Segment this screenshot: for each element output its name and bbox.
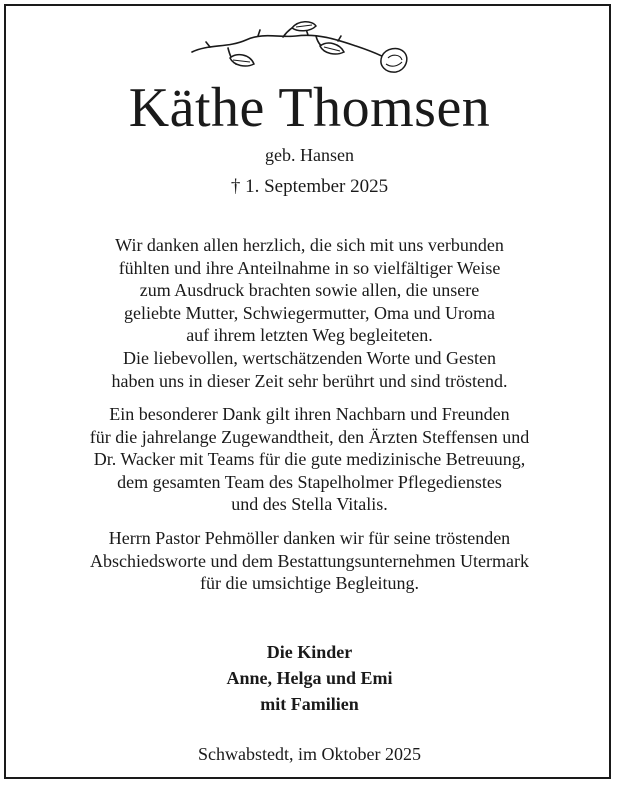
signature-line: Die Kinder [266,642,353,662]
text-line: für die umsichtige Begleitung. [200,573,419,594]
signature-line: mit Familien [260,694,359,714]
text-line: Dr. Wacker mit Teams für die gute medizinische Betreuung, [93,449,526,470]
text-line: haben uns in dieser Zeit sehr berührt und sind tröstend. [111,370,508,391]
text-line: dem gesamten Team des Stapelholmer Pflegedienstes [117,471,502,492]
signature-block [0,639,619,717]
text-line: Ein besonderer Dank gilt ihren Nachbarn und Freunden [109,404,510,424]
text-line: zum Ausdruck brachten sowie allen, die unsere [139,280,480,301]
text-line: und des Stella Vitalis. [231,494,388,515]
signature-line: Anne, Helga und Emi [226,668,393,688]
thanks-paragraph-3 [20,527,599,595]
text-line: Die liebevollen, wertschätzenden Worte und Gesten [122,347,497,368]
text-line: geliebte Mutter, Schwiegermutter, Oma und Uroma [124,302,495,323]
thanks-paragraph-2 [20,403,599,516]
text-line: fühlten und ihre Anteilnahme in so vielfältiger Weise [118,257,501,278]
birth-name: geb. Hansen [265,145,354,165]
death-date: † 1. September 2025 [230,176,389,197]
text-line: Abschiedsworte und dem Bestattungsunternehmen Utermark [90,550,529,571]
rose-branch-icon [188,18,413,80]
text-line: Herrn Pastor Pehmöller danken wir für seine tröstenden [108,528,511,548]
place-date: Schwabstedt, im Oktober 2025 [198,744,421,764]
text-line: für die jahrelange Zugewandtheit, den Ärzten Steffensen und [89,426,530,447]
thanks-paragraph-1 [20,234,599,392]
text-line: Wir danken allen herzlich, die sich mit uns verbunden [115,235,504,255]
text-line: auf ihrem letzten Weg begleiteten. [186,325,433,346]
deceased-name: Käthe Thomsen [128,77,491,139]
